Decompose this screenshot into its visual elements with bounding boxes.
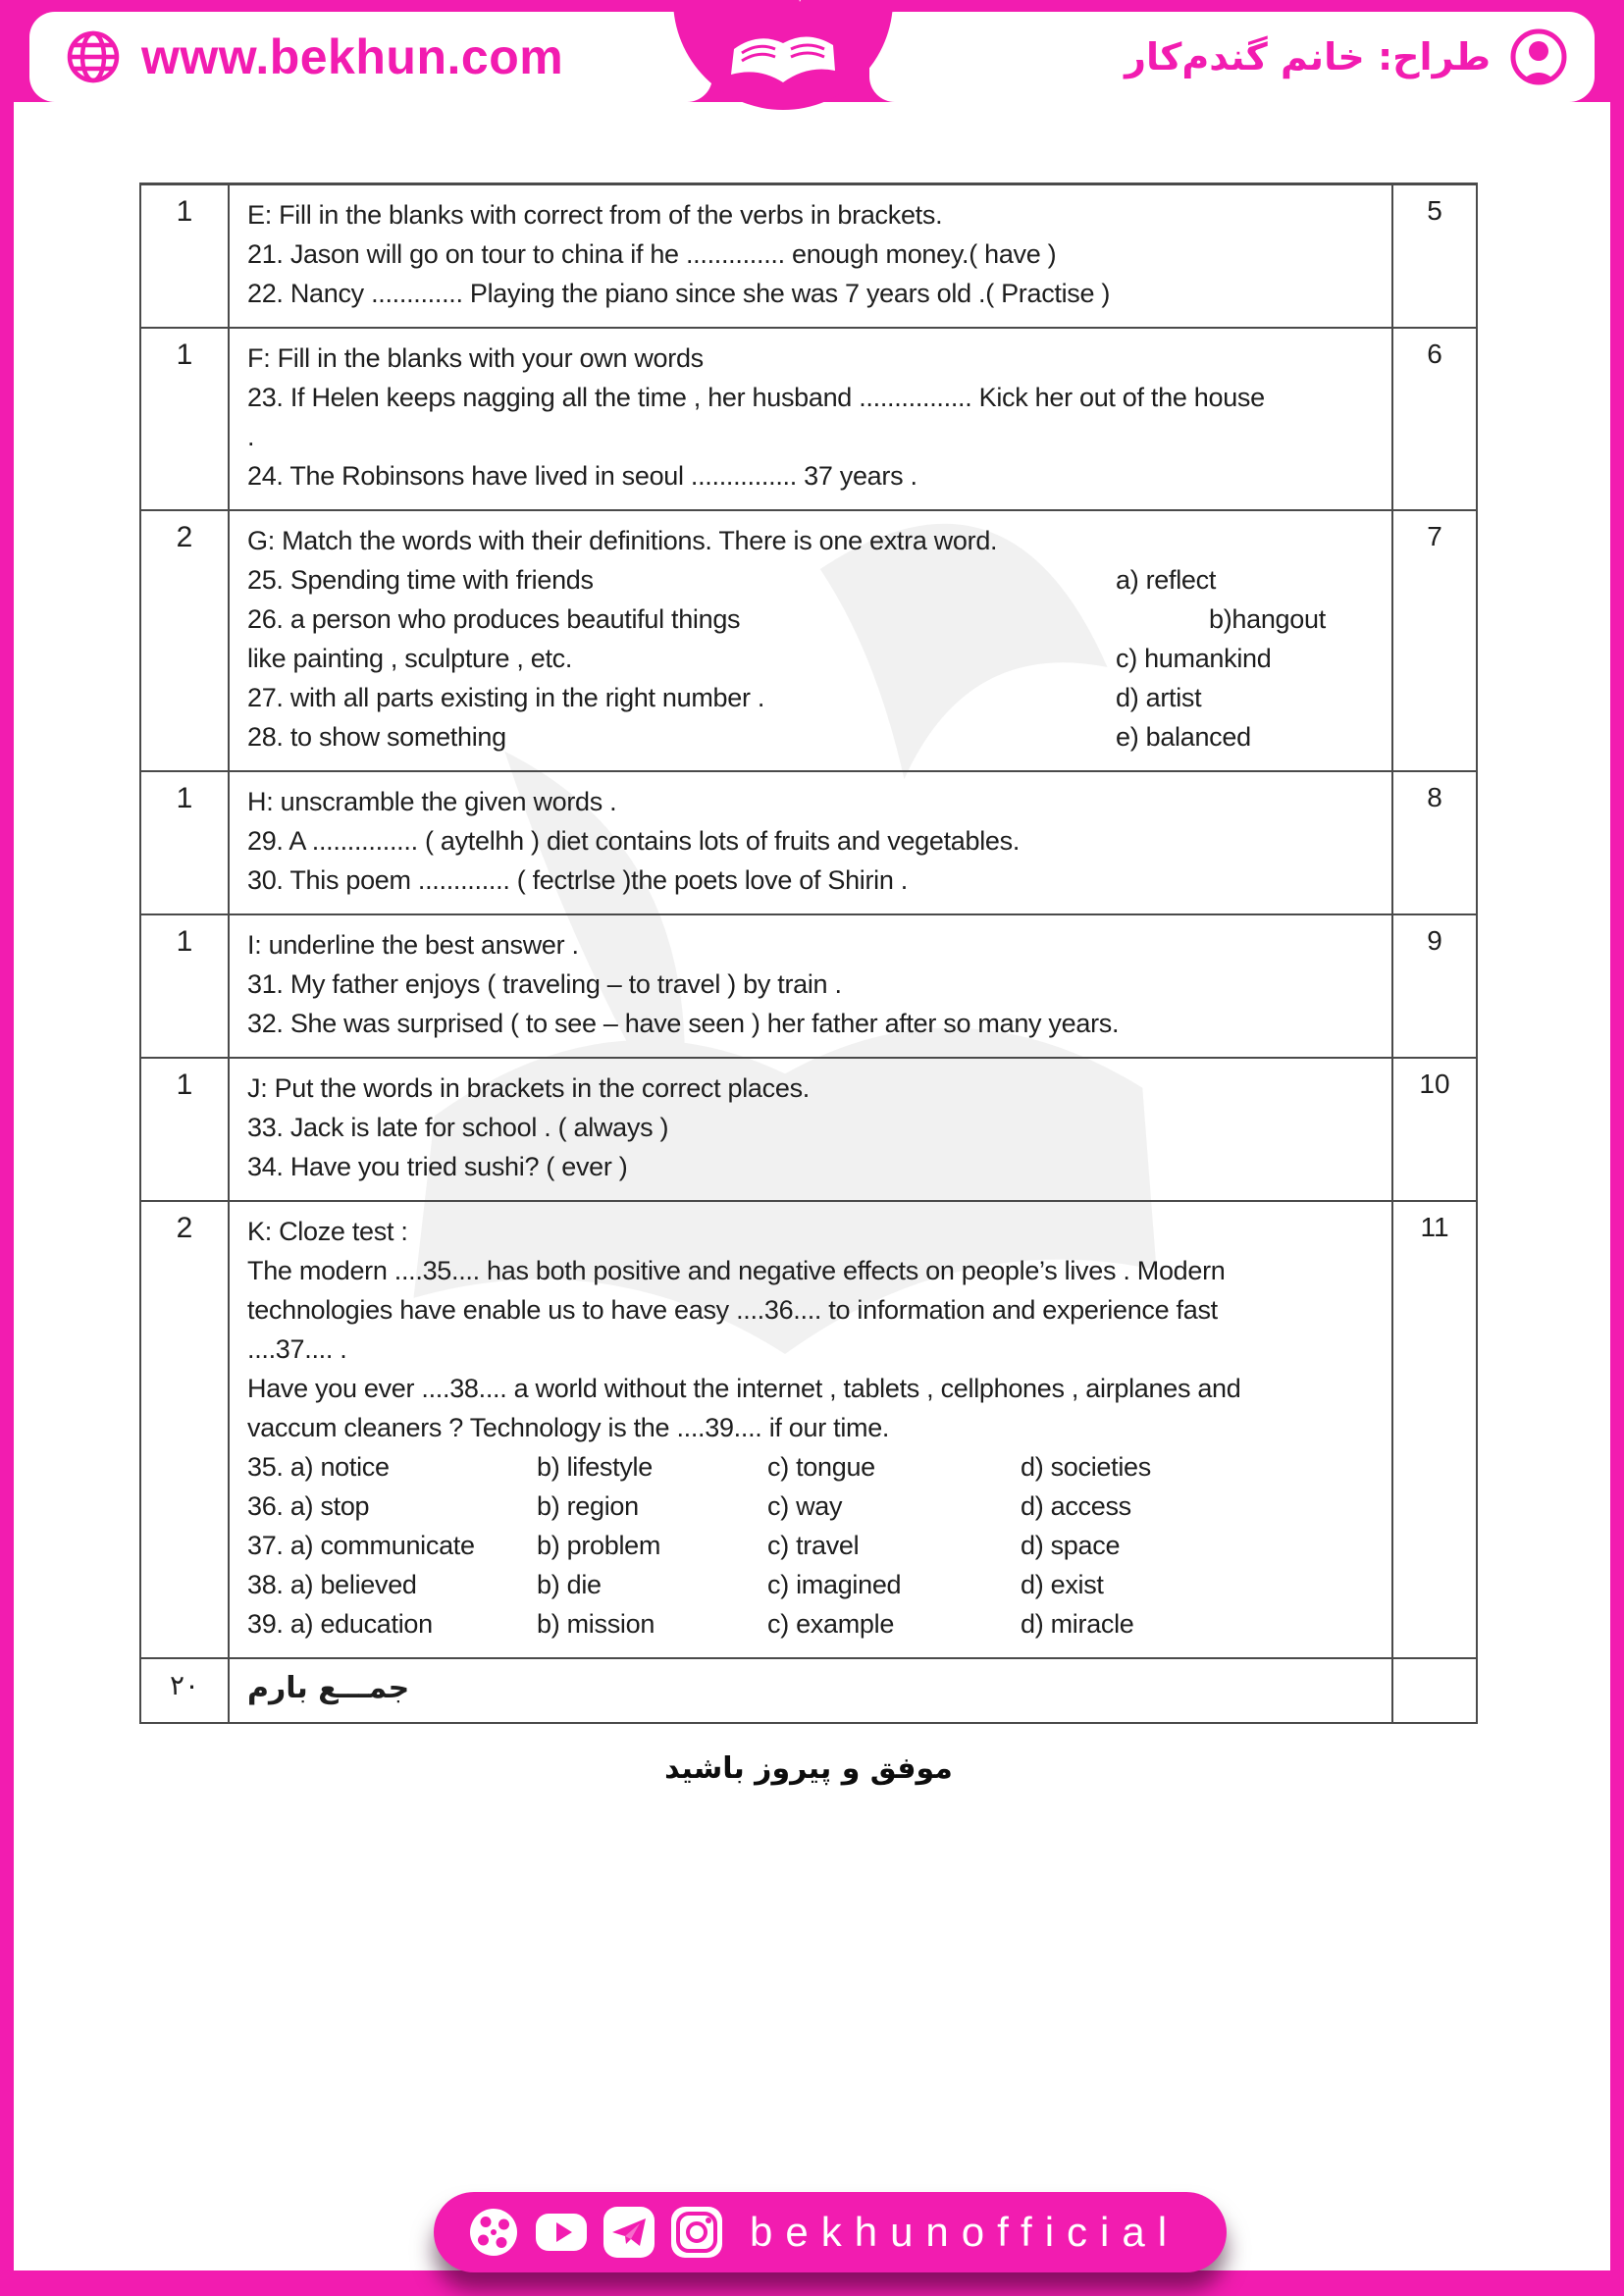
total-label: جمـــع بارم [247,1671,410,1705]
match-left: like painting , sculpture , etc. [247,644,573,673]
match-right: d) artist [1116,683,1202,712]
question-line: 23. If Helen keeps nagging all the time , her husband ................ Kick her out of the house [247,383,1265,412]
row-mark: 1 [141,185,230,327]
row-body [230,1659,1391,1722]
cloze-option: 38. a) believed [247,1570,417,1599]
question-line: H: unscramble the given words . [247,787,617,816]
site-url: www.bekhun.com [141,29,564,84]
question-line: technologies have enable us to have easy ....36.... to information and experience fast [247,1295,1218,1325]
instagram-icon [670,2206,723,2259]
telegram-icon [602,2206,655,2259]
user-icon [1508,26,1569,87]
table-row-e [141,185,1476,329]
cloze-option: c) travel [767,1531,860,1560]
row-score: 7 [1391,511,1476,770]
match-right: e) balanced [1116,722,1251,752]
right-frame-border [1610,0,1624,2296]
row-body [230,1202,1391,1657]
cloze-option: c) way [767,1491,843,1521]
question-line: 33. Jack is late for school . ( always ) [247,1113,669,1142]
match-pair [247,560,1374,600]
question-line: 22. Nancy ............. Playing the piano since she was 7 years old .( Practise ) [247,279,1111,308]
row-mark: 1 [141,915,230,1057]
match-right: a) reflect [1116,565,1217,595]
row-body [230,329,1391,509]
match-pair [247,600,1374,639]
match-left: 28. to show something [247,722,506,752]
cloze-option: d) access [1021,1491,1131,1521]
closing-message: موفق و پیروز باشید [664,1751,953,1786]
table-row-f [141,329,1476,511]
youtube-icon [535,2206,588,2259]
cloze-option: b) die [537,1570,602,1599]
table-row-total [141,1659,1476,1722]
row-body [230,511,1391,770]
cloze-options-row [247,1487,1374,1526]
match-pair [247,717,1374,757]
match-right: c) humankind [1116,644,1272,673]
match-right: b)hangout [1209,604,1326,634]
left-frame-border [0,0,14,2296]
match-pair [247,639,1374,678]
cloze-option: 35. a) notice [247,1452,390,1482]
table-row-h [141,772,1476,915]
row-mark: 1 [141,772,230,913]
question-line: 29. A ............... ( aytelhh ) diet contains lots of fruits and vegetables. [247,826,1021,856]
social-banner [434,2192,1227,2272]
question-line: G: Match the words with their definitions. There is one extra word. [247,526,998,555]
cloze-option: d) miracle [1021,1609,1134,1639]
row-score: 9 [1391,915,1476,1057]
question-line: 34. Have you tried sushi? ( ever ) [247,1152,628,1181]
row-body [230,915,1391,1057]
row-mark: 2 [141,511,230,770]
cloze-option: b) lifestyle [537,1452,653,1482]
row-score: 8 [1391,772,1476,913]
row-score: 5 [1391,185,1476,327]
question-line: The modern ....35.... has both positive and negative effects on people’s lives . Modern [247,1256,1226,1285]
row-score [1391,1659,1476,1722]
cloze-option: 39. a) education [247,1609,433,1639]
row-mark: 2 [141,1202,230,1657]
row-mark: 1 [141,1059,230,1200]
question-line: E: Fill in the blanks with correct from of the verbs in brackets. [247,200,943,230]
cloze-option: d) societies [1021,1452,1151,1482]
globe-icon [65,28,122,85]
match-pair [247,678,1374,717]
aparat-icon [467,2206,520,2259]
cloze-option: 36. a) stop [247,1491,370,1521]
row-mark: 1 [141,329,230,509]
cloze-option: b) problem [537,1531,661,1560]
row-score: 10 [1391,1059,1476,1200]
row-score: 6 [1391,329,1476,509]
cloze-option: d) space [1021,1531,1121,1560]
row-score: 11 [1391,1202,1476,1657]
question-line: 32. She was surprised ( to see – have seen ) her father after so many years. [247,1009,1120,1038]
website-badge [29,12,712,102]
social-handle: bekhunofficial [750,2209,1180,2255]
designer-label: طراح: خانم گندم‌کار [1125,35,1491,78]
question-line: I: underline the best answer . [247,930,579,960]
question-line: 31. My father enjoys ( traveling – to travel ) by train . [247,969,842,999]
exam-sheet [139,183,1478,1724]
cloze-option: c) example [767,1609,895,1639]
bekhun-book-logo [714,0,852,96]
match-left: 27. with all parts existing in the right number . [247,683,765,712]
cloze-options-row [247,1526,1374,1565]
question-line: vaccum cleaners ? Technology is the ....39.... if our time. [247,1413,890,1442]
designer-badge [869,12,1595,102]
table-row-g [141,511,1476,772]
cloze-options-row [247,1447,1374,1487]
cloze-option: b) region [537,1491,639,1521]
cloze-options-row [247,1565,1374,1604]
row-body [230,772,1391,913]
question-line: Have you ever ....38.... a world without the internet , tablets , cellphones , airplanes and [247,1374,1241,1403]
cloze-option: c) imagined [767,1570,902,1599]
match-left: 25. Spending time with friends [247,565,594,595]
question-line: 30. This poem ............. ( fectrlse )the poets love of Shirin . [247,865,908,895]
row-body [230,1059,1391,1200]
cloze-option: c) tongue [767,1452,875,1482]
table-row-i [141,915,1476,1059]
bottom-frame-border [0,2270,1624,2296]
question-line: F: Fill in the blanks with your own words [247,343,704,373]
question-line: 21. Jason will go on tour to china if he .............. enough money.( have ) [247,239,1057,269]
question-line: J: Put the words in brackets in the correct places. [247,1073,810,1103]
match-left: 26. a person who produces beautiful things [247,604,741,634]
cloze-options-row [247,1604,1374,1644]
question-line: K: Cloze test : [247,1217,408,1246]
row-body [230,185,1391,327]
cloze-option: b) mission [537,1609,655,1639]
question-line: 24. The Robinsons have lived in seoul ............... 37 years . [247,461,917,491]
cloze-option: d) exist [1021,1570,1104,1599]
question-line: ....37.... . [247,1334,347,1364]
question-line: . [247,422,255,451]
table-row-k [141,1202,1476,1659]
exam-table [139,183,1478,1724]
table-row-j [141,1059,1476,1202]
total-mark: ۲۰ [141,1659,230,1722]
cloze-option: 37. a) communicate [247,1531,475,1560]
